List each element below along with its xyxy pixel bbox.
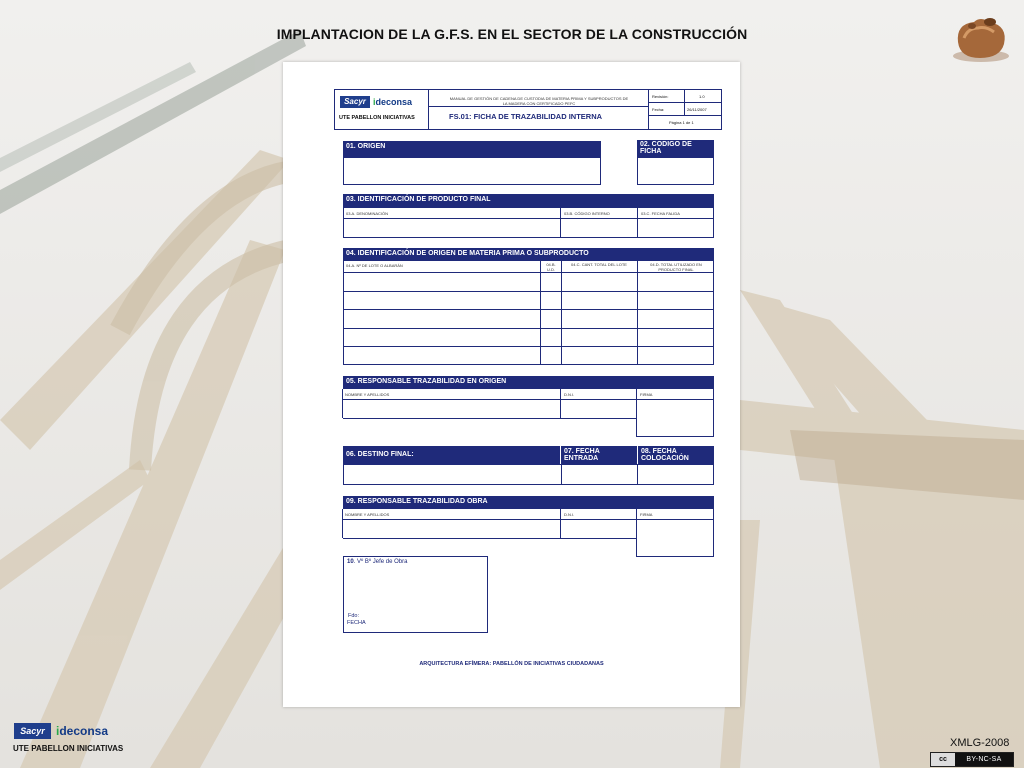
col-denominacion: 03.A. DENOMINACIÓN (346, 211, 389, 216)
section-10-box[interactable] (343, 556, 488, 633)
form-title: FS.01: FICHA DE TRAZABILIDAD INTERNA (449, 112, 603, 121)
revision-row: Revisión: 1.0 (649, 90, 722, 103)
section-04-header: 04. IDENTIFICACIÓN DE ORIGEN DE MATERIA PRIMA O SUBPRODUCTO (343, 248, 714, 260)
manual-line-2: LA MADERA CON CERTIFICADO PEFC (502, 101, 576, 106)
col-fecha-falida: 03.C. FECHA FALIDA (641, 211, 680, 216)
ute-label: UTE PABELLON INICIATIVAS (339, 115, 415, 121)
col-nombre: NOMBRE Y APELLIDOS (345, 512, 390, 517)
col-nombre: NOMBRE Y APELLIDOS (345, 392, 390, 397)
col-dni: D.N.I. (564, 512, 575, 517)
form-header-logo (335, 90, 429, 130)
section-05-table (343, 388, 714, 437)
section-02-field[interactable] (637, 157, 714, 185)
form-header (334, 89, 722, 130)
col-lote-albaran: 04.A. Nº DE LOTE O ALBARÁN (346, 263, 403, 268)
col-firma: FIRMA (640, 512, 653, 517)
section-01-field[interactable] (343, 157, 601, 185)
footer-code: XMLG-2008 (950, 737, 1010, 749)
section-05-header: 05. RESPONSABLE TRAZABILIDAD EN ORIGEN (343, 376, 714, 388)
sacyr-logo: Sacyr (340, 96, 370, 108)
section-02-header: 02. CODIGO DE FICHA (637, 140, 714, 157)
section-08-header: 08. FECHA COLOCACIÓN (637, 446, 714, 464)
sacyr-logo: Sacyr (14, 723, 51, 739)
col-codigo-interno: 03.B. CÓDIGO INTERNO (564, 211, 610, 216)
cc-license-terms: BY-NC-SA (955, 753, 1013, 766)
section-06-header: 06. DESTINO FINAL: (343, 446, 560, 464)
section-06-08-fields[interactable] (343, 464, 714, 485)
section-03-table (343, 207, 714, 238)
section-09-header: 09. RESPONSABLE TRAZABILIDAD OBRA (343, 496, 714, 508)
section-09-table (343, 508, 714, 557)
clay-pot-icon (950, 12, 1012, 64)
col-ud: 04.B. U.D. (546, 262, 556, 272)
col-firma: FIRMA (640, 392, 653, 397)
section-07-header: 07. FECHA ENTRADA (560, 446, 637, 464)
section-10-title: 10. Vº Bº Jefe de Obra (347, 559, 408, 565)
section-04-table (343, 260, 714, 365)
slide-title: IMPLANTACION DE LA G.F.S. EN EL SECTOR DE LA CONSTRUCCIÓN (276, 26, 748, 42)
col-cant-total: 04.C. CANT. TOTAL DEL LOTE (571, 262, 627, 267)
pagina-row: Página 1 de 1 (669, 120, 694, 125)
cc-license-badge[interactable] (930, 752, 1014, 767)
fecha-row: Fecha: 26/11/2007 (649, 103, 722, 116)
ideconsa-logo: ideconsa (373, 97, 413, 107)
form-footer: ARQUITECTURA EFÍMERA: PABELLÓN DE INICIATIVAS CIUDADANAS (419, 661, 604, 667)
col-total-utilizado: 04.D. TOTAL UTILIZADO EN PRODUCTO FINAL (650, 262, 702, 272)
cc-icon: cc (931, 753, 955, 766)
ideconsa-logo: ideconsa (56, 724, 109, 738)
section-10-fdo: Fdo: (348, 613, 360, 619)
form-document (283, 62, 740, 707)
section-01-header: 01. ORIGEN (343, 141, 601, 157)
form-header-title-area (429, 90, 649, 130)
section-03-header: 03. IDENTIFICACIÓN DE PRODUCTO FINAL (343, 194, 714, 207)
manual-line-1: MANUAL DE GESTIÓN DE CADENA DE CUSTODIA DE MATERIA PRIMA Y SUBPRODUCTOS DE (449, 96, 629, 101)
section-10-fecha: FECHA (347, 620, 366, 626)
col-dni: D.N.I. (564, 392, 575, 397)
footer-ute-label: UTE PABELLON INICIATIVAS (13, 744, 124, 753)
